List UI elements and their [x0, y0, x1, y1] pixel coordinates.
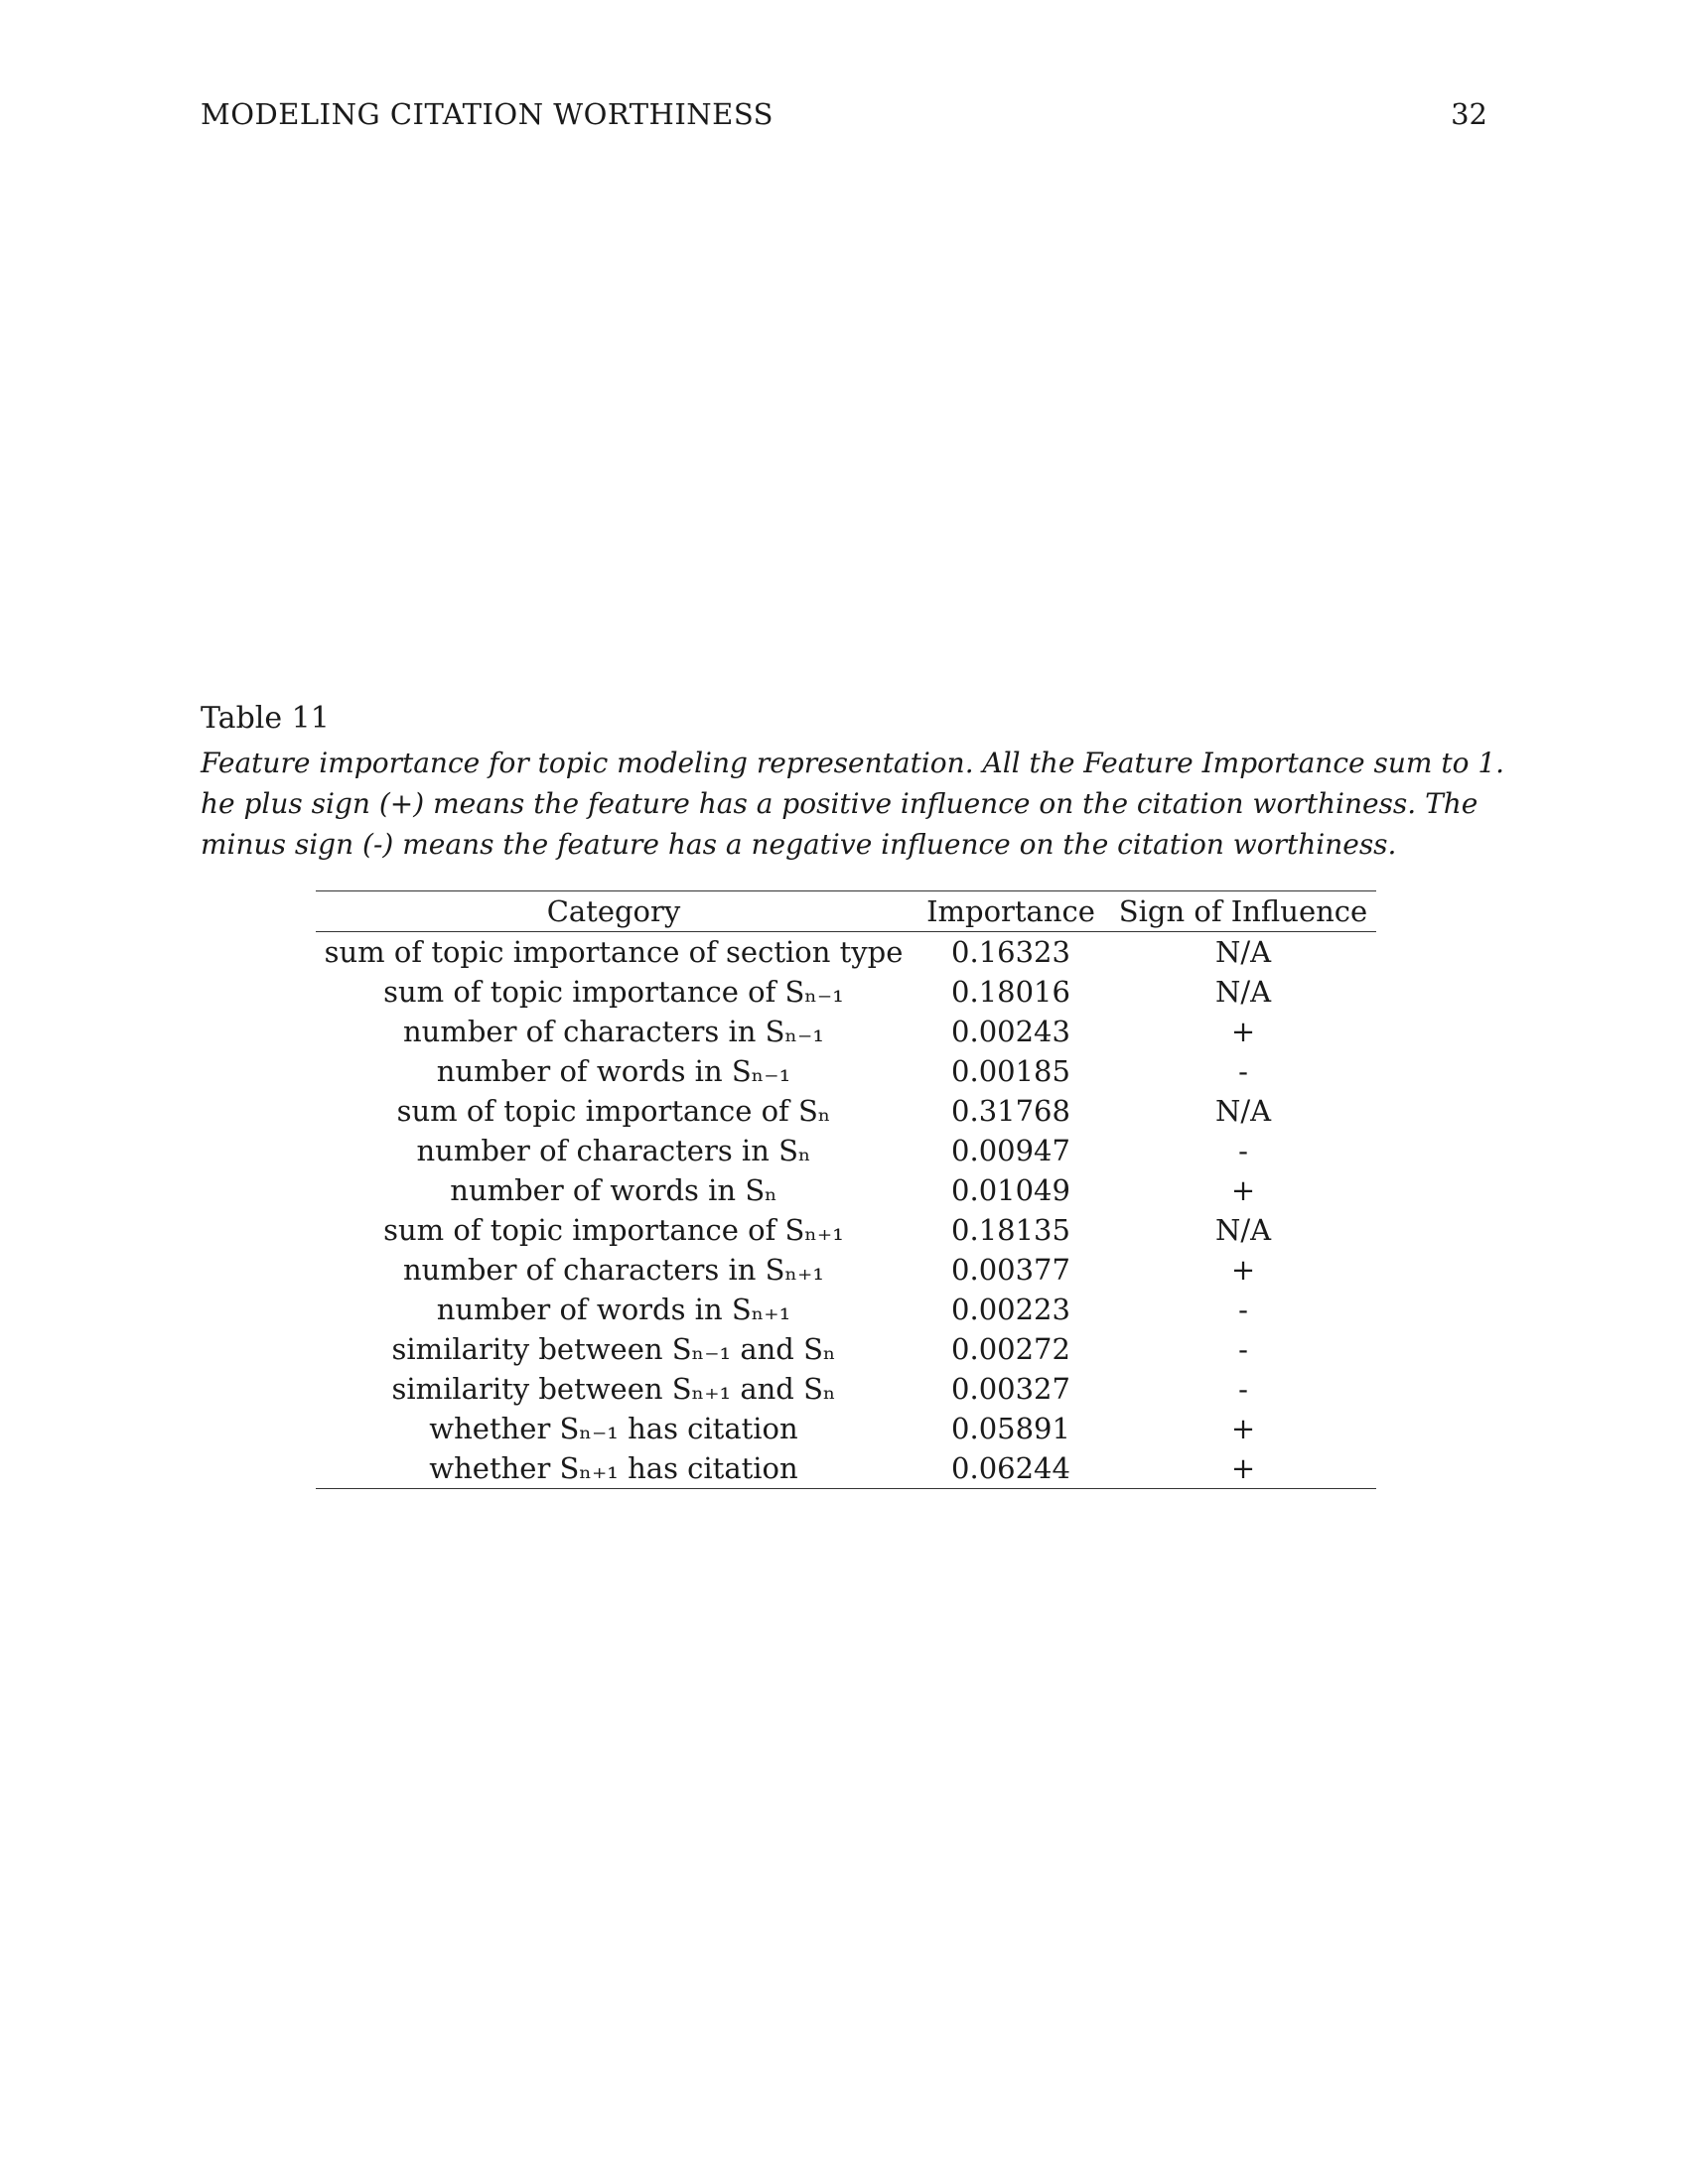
importance-cell: 0.00243 — [951, 1015, 1070, 1048]
sign-cell: N/A — [1214, 1094, 1272, 1128]
sign-cell: N/A — [1214, 935, 1272, 969]
sign-cell: - — [1238, 1332, 1248, 1366]
table-label: Table 11 — [201, 701, 330, 736]
table-row — [316, 1369, 1376, 1409]
table-row — [316, 1170, 1376, 1210]
importance-cell: 0.00327 — [951, 1372, 1070, 1406]
importance-cell: 0.00223 — [951, 1293, 1070, 1326]
importance-cell: 0.01049 — [951, 1173, 1070, 1207]
category-cell: sum of topic importance of Sₙ₋₁ — [383, 975, 844, 1009]
caption-line: Feature importance for topic modeling representation. All the Feature Importance sum to 1. — [201, 747, 1505, 779]
feature-importance-table — [316, 890, 1376, 1489]
importance-cell: 0.00377 — [951, 1253, 1070, 1287]
importance-cell: 0.00272 — [951, 1332, 1070, 1366]
sign-cell: - — [1238, 1372, 1248, 1406]
importance-cell: 0.16323 — [951, 935, 1070, 969]
table-row — [316, 1131, 1376, 1170]
table-row — [316, 1091, 1376, 1131]
importance-cell: 0.18135 — [951, 1213, 1070, 1247]
category-cell: similarity between Sₙ₊₁ and Sₙ — [391, 1372, 836, 1406]
sign-cell: N/A — [1214, 975, 1272, 1009]
category-cell: sum of topic importance of Sₙ₊₁ — [383, 1213, 844, 1247]
table-row — [316, 1210, 1376, 1250]
page-number: 32 — [1451, 97, 1487, 131]
column-header-sign: Sign of Influence — [1110, 891, 1376, 932]
importance-cell: 0.18016 — [951, 975, 1070, 1009]
category-cell: number of words in Sₙ₊₁ — [436, 1293, 791, 1326]
importance-cell: 0.05891 — [951, 1412, 1070, 1445]
sign-cell: + — [1230, 1412, 1256, 1445]
sign-cell: - — [1238, 1134, 1248, 1167]
sign-cell: + — [1230, 1253, 1256, 1287]
category-cell: number of characters in Sₙ₊₁ — [403, 1253, 824, 1287]
sign-cell: + — [1110, 1448, 1376, 1489]
table-row — [316, 1409, 1376, 1448]
table-row — [316, 1329, 1376, 1369]
table-row — [316, 1012, 1376, 1051]
table-row — [316, 932, 1376, 973]
sign-cell: N/A — [1214, 1213, 1272, 1247]
table-row — [316, 1250, 1376, 1290]
category-cell: sum of topic importance of Sₙ — [396, 1094, 831, 1128]
sign-cell: - — [1238, 1293, 1248, 1326]
table-row — [316, 1448, 1376, 1489]
sign-cell: - — [1238, 1054, 1248, 1088]
importance-cell: 0.06244 — [912, 1448, 1110, 1489]
category-cell: similarity between Sₙ₋₁ and Sₙ — [391, 1332, 836, 1366]
category-cell: number of characters in Sₙ₋₁ — [403, 1015, 824, 1048]
table-row — [316, 972, 1376, 1012]
column-header-category: Category — [316, 891, 912, 932]
table-row — [316, 1290, 1376, 1329]
column-header-importance: Importance — [912, 891, 1110, 932]
category-cell: number of characters in Sₙ — [416, 1134, 811, 1167]
table-header-row — [316, 891, 1376, 932]
table-caption — [201, 743, 1505, 865]
category-cell: number of words in Sₙ — [450, 1173, 777, 1207]
table-row — [316, 1051, 1376, 1091]
importance-cell: 0.00947 — [951, 1134, 1070, 1167]
importance-cell: 0.00185 — [951, 1054, 1070, 1088]
category-cell: number of words in Sₙ₋₁ — [436, 1054, 791, 1088]
category-cell: whether Sₙ₊₁ has citation — [316, 1448, 912, 1489]
sign-cell: + — [1230, 1015, 1256, 1048]
importance-cell: 0.31768 — [951, 1094, 1070, 1128]
caption-line: he plus sign (+) means the feature has a positive influence on the citation worthiness. The — [201, 787, 1478, 820]
table-body — [316, 932, 1376, 1489]
category-cell: sum of topic importance of section type — [324, 935, 904, 969]
sign-cell: + — [1230, 1173, 1256, 1207]
category-cell: whether Sₙ₋₁ has citation — [429, 1412, 798, 1445]
caption-line: minus sign (-) means the feature has a negative influence on the citation worthiness. — [201, 828, 1397, 861]
running-head-title: MODELING CITATION WORTHINESS — [201, 97, 774, 131]
